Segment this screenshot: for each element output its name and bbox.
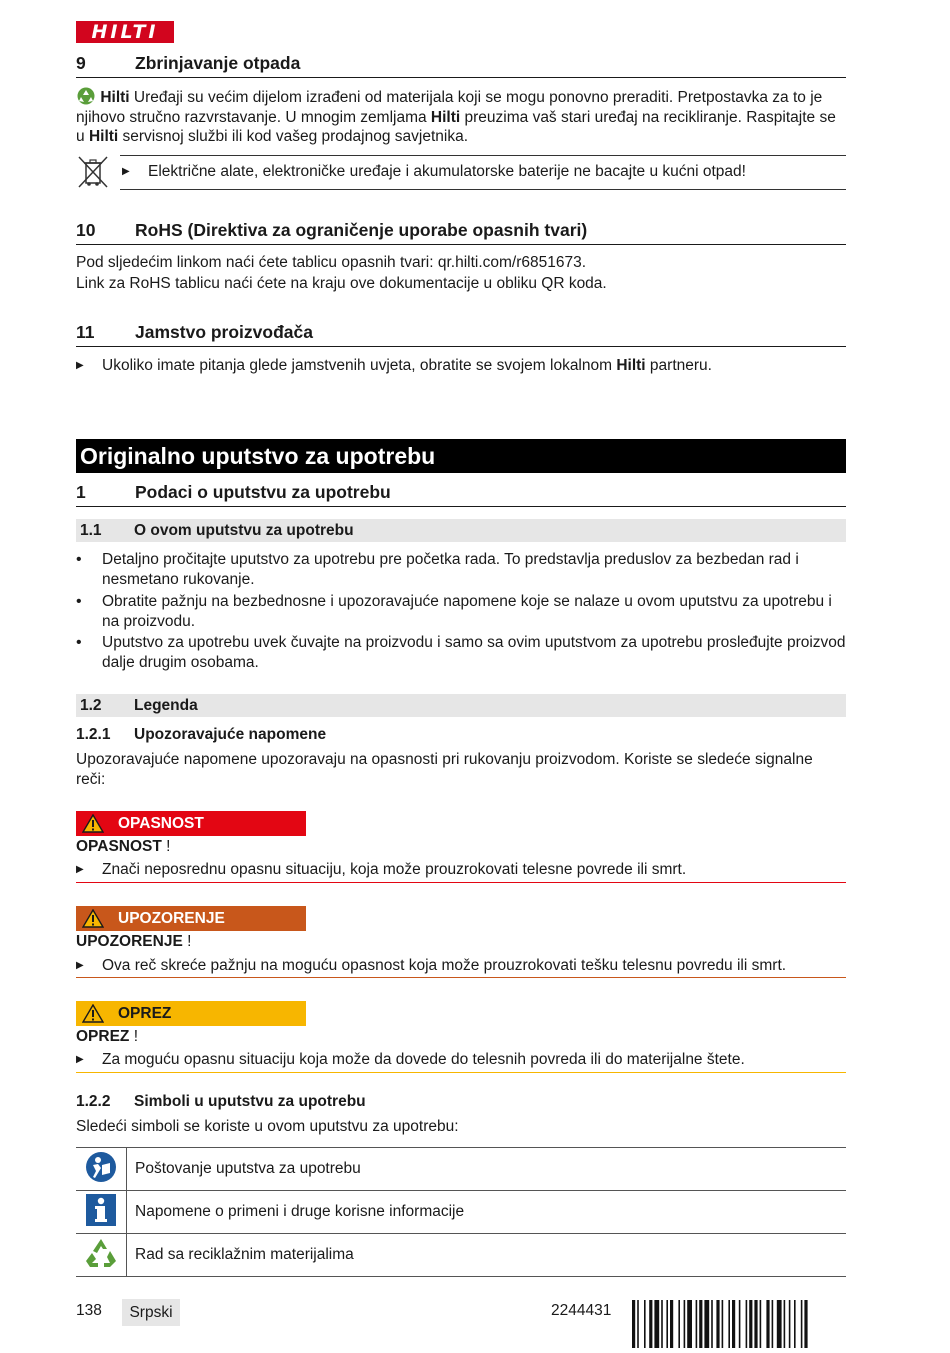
triangle-bullet-icon: ▶ — [122, 166, 130, 177]
warning-divider — [76, 977, 846, 978]
section-number: 1.1 — [80, 522, 102, 539]
warning-triangle-icon — [82, 909, 104, 928]
info-icon — [76, 1191, 127, 1234]
brand-name: Hilti — [88, 128, 119, 145]
symbols-intro: Sledeći simboli se koriste u ovom uputstvu za upotrebu: — [76, 1118, 459, 1135]
table-row — [76, 1191, 846, 1234]
rohs-line-1: Pod sljedećim linkom naći ćete tablicu opasnih tvari: qr.hilti.com/r6851673. — [76, 254, 587, 271]
danger-signal-word: OPASNOST ! — [76, 838, 171, 855]
warning-triangle-icon — [82, 814, 104, 833]
triangle-bullet-icon: ▶ — [76, 864, 84, 875]
triangle-bullet-icon: ▶ — [76, 1054, 84, 1065]
section-number: 11 — [76, 322, 95, 342]
section-1-1-heading — [76, 519, 846, 542]
recycle-icon — [76, 87, 96, 105]
chapter-1-heading — [76, 482, 846, 507]
section-title: Jamstvo proizvođača — [135, 322, 313, 342]
bullet-dot: • — [76, 634, 82, 651]
caution-signal-word: OPREZ ! — [76, 1028, 139, 1045]
recycle-icon — [76, 1234, 127, 1277]
section-1-2-heading — [76, 694, 846, 717]
section-title: Upozoravajuće napomene — [134, 726, 327, 743]
warnings-intro: Upozoravajuće napomene upozoravaju na opasnosti pri rukovanju proizvodom. Koriste se sledeće signalne reči: — [76, 751, 813, 788]
brand-name: Hilti — [430, 108, 461, 126]
bullet-dot: • — [76, 593, 82, 610]
caution-signal-label: OPREZ — [76, 1001, 306, 1026]
paragraph-text: Uređaji su većim dijelom izrađeni od materijala koji se mogu ponovno preraditi. Pretpostavka za to je njihovo stručno razvrstavanje. U mnogim zemljama — [76, 89, 823, 126]
section-number: 1 — [76, 482, 86, 502]
language-label: Srpski — [122, 1299, 180, 1326]
section-10-heading — [76, 220, 846, 245]
list-item-text: Obratite pažnju na bezbednosne i upozoravajuće napomene koje se nalaze u ovom uputstvu za upotrebu i na proizvodu. — [102, 593, 832, 630]
list-item — [76, 550, 846, 590]
table-row — [76, 1234, 846, 1277]
triangle-bullet-icon: ▶ — [76, 360, 84, 371]
triangle-bullet-icon: ▶ — [76, 960, 84, 971]
document-number: 2244431 — [551, 1302, 612, 1319]
symbol-description: Napomene o primeni i druge korisne informacije — [127, 1191, 847, 1234]
section-title: RoHS (Direktiva za ograničenje uporabe opasnih tvari) — [135, 220, 588, 240]
caution-divider — [76, 1072, 846, 1073]
crossed-bin-icon — [76, 155, 116, 189]
warning-signal-word: UPOZORENJE ! — [76, 933, 192, 950]
section-title: Zbrinjavanje otpada — [135, 53, 301, 73]
section-number: 10 — [76, 220, 96, 240]
section-number: 1.2.2 — [76, 1093, 111, 1110]
list-item-text: Uputstvo za upotrebu uvek čuvajte na proizvodu i samo sa ovim uputstvom za upotrebu prosleđujte proizvod dalje drugim osobama. — [102, 634, 846, 671]
danger-divider — [76, 882, 846, 883]
section-9-paragraph — [76, 87, 846, 147]
read-manual-icon — [76, 1148, 127, 1191]
warranty-text: Ukoliko imate pitanja glede jamstvenih uvjeta, obratite se svojem lokalnom Hilti partneru. — [102, 357, 712, 374]
danger-signal-label: OPASNOST — [76, 811, 306, 836]
hilti-logo: HILTI — [76, 21, 174, 43]
section-9-heading — [76, 53, 846, 78]
section-number: 1.2 — [80, 697, 102, 714]
list-item-text: Detaljno pročitajte uputstvo za upotrebu pre početka rada. To predstavlja preduslov za bezbedan rad i nesmetano rukovanje. — [102, 551, 799, 588]
list-item — [76, 633, 846, 673]
symbol-description: Poštovanje uputstva za upotrebu — [127, 1148, 847, 1191]
weee-note-text: Električne alate, elektroničke uređaje i akumulatorske baterije ne bacajte u kućni otpad! — [148, 163, 746, 180]
divider — [120, 189, 846, 190]
document-banner: Originalno uputstvo za upotrebu — [76, 439, 846, 473]
section-11-heading — [76, 322, 846, 347]
paragraph-text: preuzima vaš stari uređaj na recikliranje. Raspitajte se u — [76, 108, 836, 145]
divider — [120, 155, 846, 156]
list-item — [76, 592, 846, 632]
brand-name: Hilti — [100, 89, 130, 106]
section-title: Legenda — [134, 697, 198, 714]
barcode — [632, 1300, 846, 1348]
table-row — [76, 1148, 846, 1191]
section-title: O ovom uputstvu za upotrebu — [134, 522, 354, 539]
section-title: Simboli u uputstvu za upotrebu — [134, 1093, 366, 1110]
warning-signal-label: UPOZORENJE — [76, 906, 306, 931]
rohs-line-2: Link za RoHS tablicu naći ćete na kraju ove dokumentacije u obliku QR koda. — [76, 275, 607, 292]
symbol-description: Rad sa reciklažnim materijalima — [127, 1234, 847, 1277]
bullet-dot: • — [76, 551, 82, 568]
section-number: 1.2.1 — [76, 726, 111, 743]
page-number: 138 — [76, 1302, 102, 1319]
section-title: Podaci o uputstvu za upotrebu — [135, 482, 391, 502]
section-number: 9 — [76, 53, 86, 73]
warning-triangle-icon — [82, 1004, 104, 1023]
paragraph-text: servisnoj službi ili kod vašeg prodajnog savjetnika. — [118, 128, 469, 145]
symbols-table — [76, 1147, 846, 1277]
